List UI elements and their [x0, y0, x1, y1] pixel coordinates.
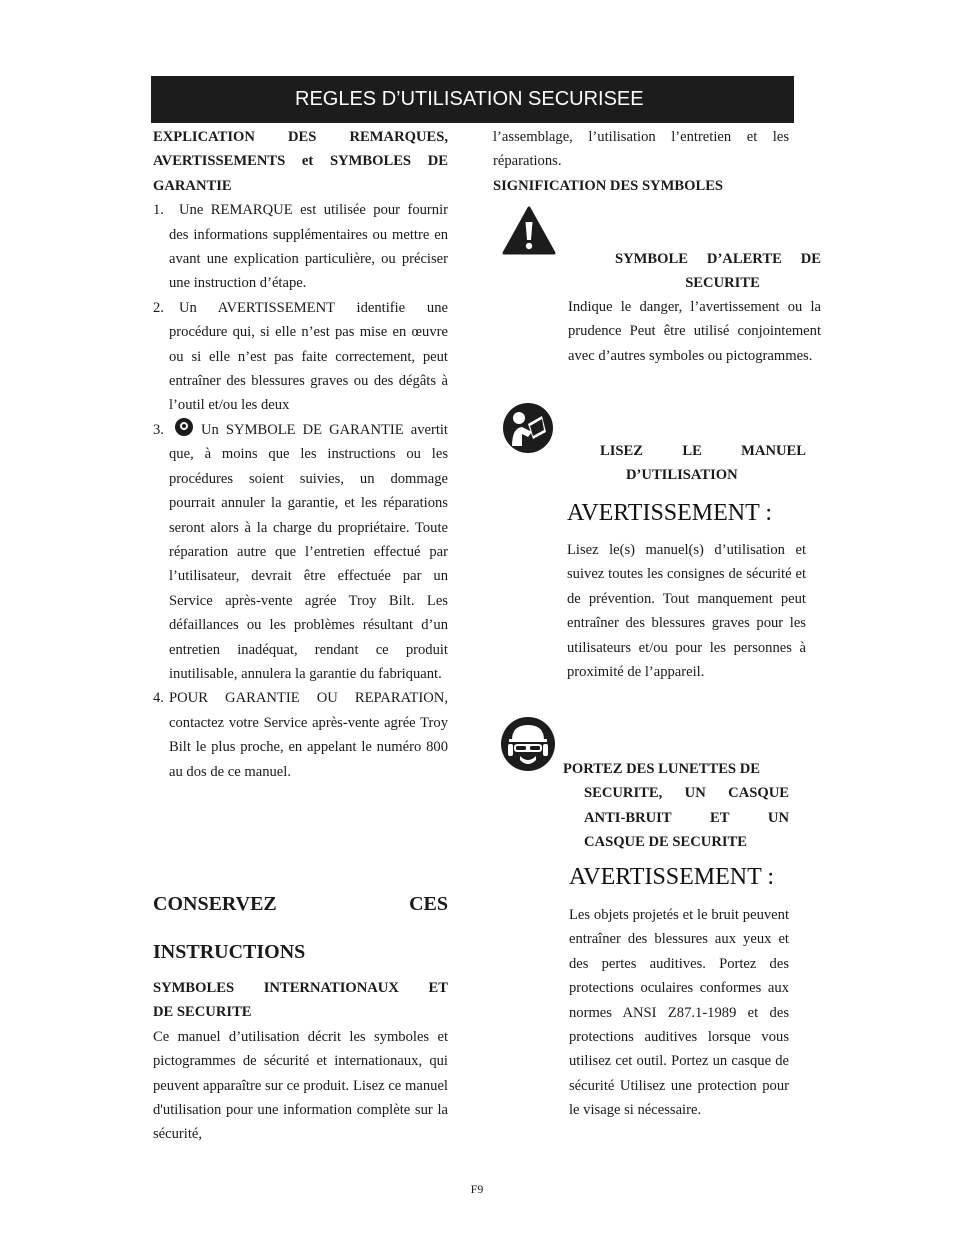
ppe-title-line-2: SECURITE, UN CASQUE [584, 785, 789, 802]
list-item [153, 198, 448, 296]
manual-description: Lisez le(s) manuel(s) d’utilisation et suivez toutes les consignes de sécurité et de prévention. Tout manquement peut entraîner des blessures graves pour les utilisateurs et/ou pour les personnes à proximité de l’appareil. [567, 542, 806, 681]
ppe-title-line-3: ANTI-BRUIT ET UN [584, 809, 789, 826]
symbols-heading: SIGNIFICATION DES SYMBOLES [493, 177, 724, 194]
ppe-title-line-1: PORTEZ DES LUNETTES DE [563, 761, 760, 777]
explanation-heading-line-3: GARANTIE [153, 177, 232, 194]
manual-warning-heading: AVERTISSEMENT : [567, 500, 773, 526]
warning-triangle-icon [502, 206, 556, 256]
explanation-heading-line-1: EXPLICATION DES REMARQUES, [153, 129, 448, 145]
warranty-symbol-icon [175, 418, 193, 436]
list-item [153, 686, 448, 784]
intl-text: Ce manuel d’utilisation décrit les symboles et pictogrammes de sécurité et internationaux, qui peuvent apparaître sur ce produit. Lisez ce manuel d'utilisation pour une information complète sur la sécurité, [153, 1028, 448, 1143]
ppe-title-line-4: CASQUE DE SECURITE [584, 834, 748, 851]
intl-heading-line-2: DE SECURITE [153, 1004, 252, 1021]
section-title: REGLES D’UTILISATION SECURISEE [295, 88, 644, 110]
manual-title-line-1: LISEZ LE MANUEL [600, 443, 806, 459]
alert-description: Indique le danger, l’avertissement ou la prudence Peut être utilisé conjointement avec d’autres symboles ou pictogrammes. [568, 299, 821, 364]
intl-heading-line-1: SYMBOLES INTERNATIONAUX ET [153, 980, 448, 996]
list-text: Un SYMBOLE DE GARANTIE avertit que, à moins que les instructions ou les procédures soient suivies, un dommage pourrait annuler la garantie, et les réparations seront alors à la charge du propriétaire. Toute réparation autre que l’entretien effectué par l’utilisateur, devrait être effectuée par un Service après-vente agrée Troy Bilt. Les défaillances ou les problèmes résultant d’un entretien inadéquat, rendant ce produit inutilisable, annulera la garantie du fabriquant. [169, 421, 448, 682]
conserve-word: INSTRUCTIONS [153, 941, 306, 963]
ppe-warning-heading: AVERTISSEMENT : [569, 864, 775, 890]
left-column [153, 125, 448, 784]
right-column [493, 125, 789, 198]
page-number: F9 [470, 1182, 484, 1196]
list-item [153, 418, 448, 686]
list-text: Un AVERTISSEMENT identifie une procédure qui, si elle n’est pas mise en œuvre ou si elle n’est pas faite correctement, peut entraîner des blessures graves ou des dégâts à l’outil et/ou les deux [169, 299, 448, 414]
section-banner [151, 76, 794, 123]
alert-symbol-title [568, 247, 821, 296]
intl-symbols-section [153, 976, 448, 1147]
conserve-word: CONSERVEZ [153, 893, 277, 915]
conserve-word: CES [409, 893, 448, 915]
list-number: 3. [153, 421, 164, 438]
alert-title-line-1: SYMBOLE D’ALERTE DE [615, 251, 821, 267]
list-number: 1. [153, 202, 164, 219]
list-item [153, 296, 448, 418]
explanation-heading-line-2: AVERTISSEMENTS et SYMBOLES DE [153, 153, 448, 170]
list-text: Une REMARQUE est utilisée pour fournir des informations supplémentaires ou mettre en avant une explication particulière, ou préciser une instruction d’étape. [169, 202, 448, 292]
conserve-heading [153, 890, 448, 966]
list-number: 2. [153, 299, 164, 316]
alert-title-line-2: SECURITE [685, 275, 760, 292]
manual-title-line-2: D’UTILISATION [626, 467, 738, 484]
safety-gear-icon [500, 716, 556, 772]
list-text-wrapper [169, 418, 448, 686]
manual-symbol-title [600, 439, 806, 488]
read-manual-icon [502, 402, 554, 454]
ppe-description: Les objets projetés et le bruit peuvent entraîner des blessures aux yeux et des pertes auditives. Portez des protections oculaires conformes aux normes ANSI Z87.1-1989 et des protections auditives lorsque vous utilisez cet outil. Portez un casque de sécurité Utilisez une protection pour le visage si nécessaire. [569, 907, 789, 1119]
ppe-symbol-title [563, 757, 789, 855]
list-text: POUR GARANTIE OU REPARATION, contactez votre Service après-vente agrée Troy Bilt le plus proche, en appelant le numéro 800 au dos de ce manuel. [169, 690, 448, 780]
continued-text: l’assemblage, l’utilisation l’entretien et les réparations. [493, 129, 789, 170]
list-number: 4. [153, 690, 164, 707]
